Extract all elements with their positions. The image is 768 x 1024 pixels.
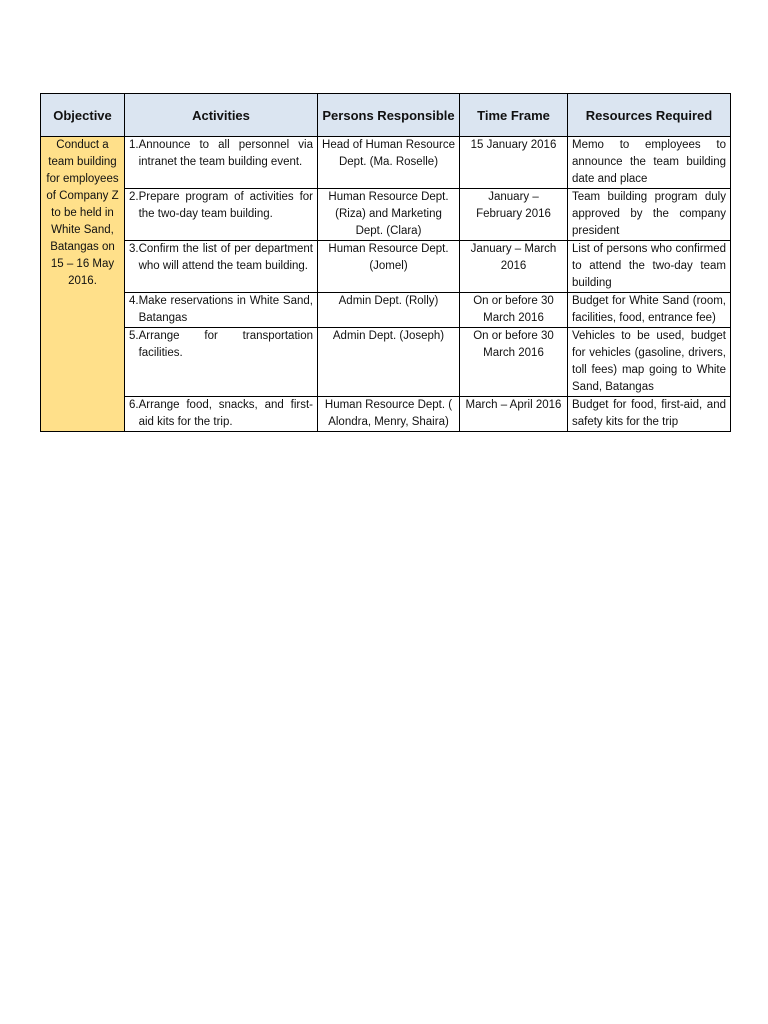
table-header-row (41, 94, 731, 137)
objective-cell: Conduct a team building for employees of Company Z to be held in White Sand, Batangas on 15 – 16 May 2016. (41, 137, 125, 432)
persons-cell: Human Resource Dept. (Riza) and Marketing Dept. (Clara) (318, 189, 460, 241)
activity-text: Arrange for transportation facilities. (138, 330, 313, 359)
table-row (41, 293, 731, 328)
table-row (41, 189, 731, 241)
activity-number: 5. (129, 330, 139, 342)
activity-number: 6. (129, 399, 139, 411)
resources-cell: Team building program duly approved by the company president (568, 189, 731, 241)
activity-text: Make reservations in White Sand, Batangas (138, 295, 313, 324)
activity-number: 1. (129, 139, 139, 151)
persons-cell: Human Resource Dept. ( Alondra, Menry, Shaira) (318, 397, 460, 432)
resources-cell: Budget for White Sand (room, facilities, food, entrance fee) (568, 293, 731, 328)
activity-text: Prepare program of activities for the two-day team building. (138, 191, 313, 220)
table-row (41, 397, 731, 432)
time-frame-cell: March – April 2016 (460, 397, 568, 432)
activity-cell (125, 397, 318, 432)
activity-cell (125, 137, 318, 189)
activity-number: 2. (129, 191, 139, 203)
activity-text: Confirm the list of per department who will attend the team building. (138, 243, 313, 272)
activity-cell (125, 328, 318, 397)
time-frame-cell: On or before 30 March 2016 (460, 328, 568, 397)
header-resources-required: Resources Required (568, 94, 731, 137)
resources-cell: Budget for food, first-aid, and safety kits for the trip (568, 397, 731, 432)
header-activities: Activities (125, 94, 318, 137)
resources-cell: Vehicles to be used, budget for vehicles (gasoline, drivers, toll fees) map going to White Sand, Batangas (568, 328, 731, 397)
time-frame-cell: January – February 2016 (460, 189, 568, 241)
activity-cell (125, 293, 318, 328)
action-plan-table (40, 93, 731, 432)
header-objective: Objective (41, 94, 125, 137)
activity-text: Announce to all personnel via intranet the team building event. (138, 139, 313, 168)
header-persons-responsible: Persons Responsible (318, 94, 460, 137)
table-row (41, 241, 731, 293)
time-frame-cell: On or before 30 March 2016 (460, 293, 568, 328)
activity-cell (125, 189, 318, 241)
time-frame-cell: January – March 2016 (460, 241, 568, 293)
header-time-frame: Time Frame (460, 94, 568, 137)
table-row (41, 137, 731, 189)
persons-cell: Head of Human Resource Dept. (Ma. Roselle) (318, 137, 460, 189)
time-frame-cell: 15 January 2016 (460, 137, 568, 189)
table-row (41, 328, 731, 397)
resources-cell: List of persons who confirmed to attend the two-day team building (568, 241, 731, 293)
resources-cell: Memo to employees to announce the team building date and place (568, 137, 731, 189)
activity-text: Arrange food, snacks, and first-aid kits for the trip. (138, 399, 313, 428)
persons-cell: Admin Dept. (Joseph) (318, 328, 460, 397)
activity-cell (125, 241, 318, 293)
persons-cell: Admin Dept. (Rolly) (318, 293, 460, 328)
activity-number: 3. (129, 243, 139, 255)
persons-cell: Human Resource Dept. (Jomel) (318, 241, 460, 293)
activity-number: 4. (129, 295, 139, 307)
